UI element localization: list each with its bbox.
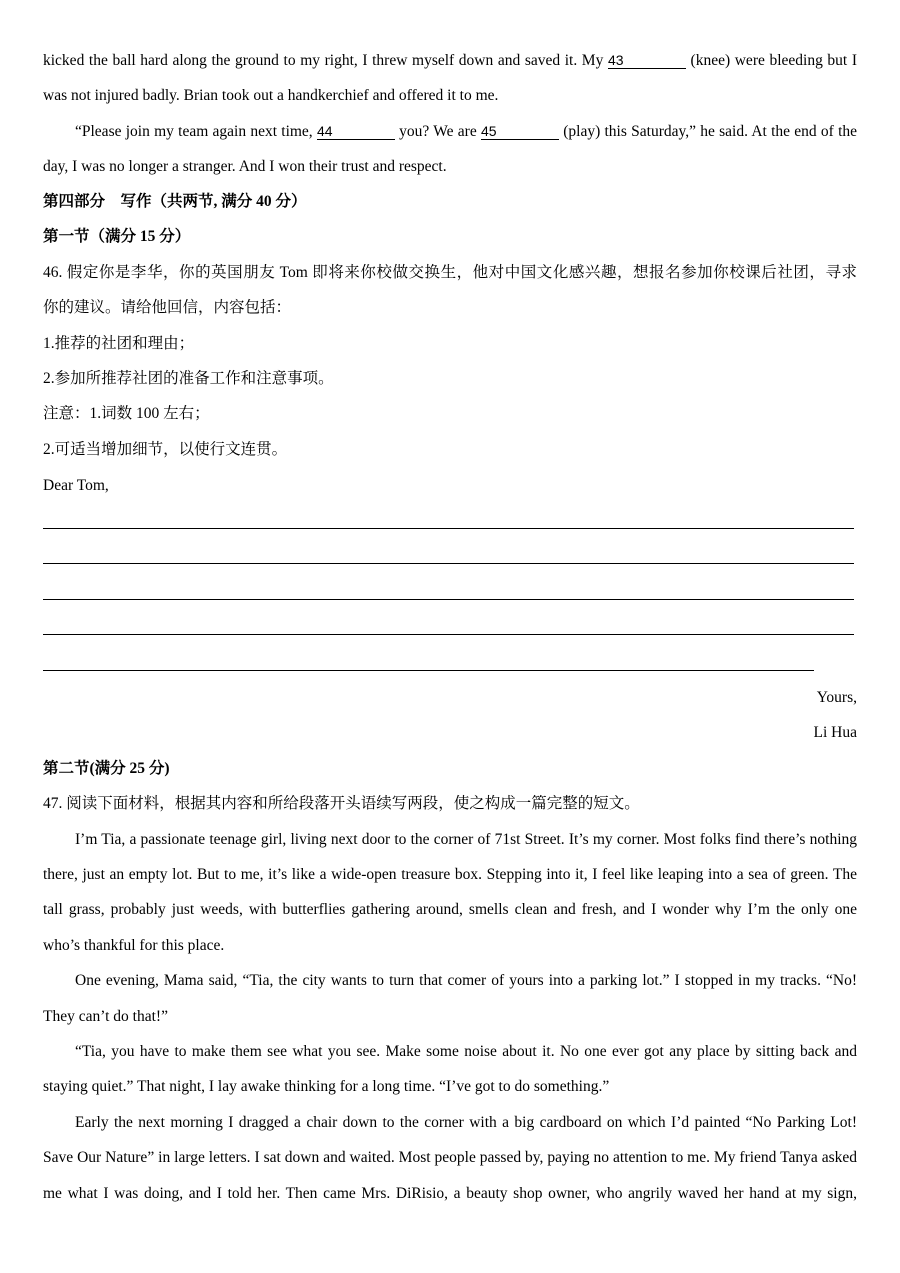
letter-closing: Yours, [816,689,857,706]
passage-line: who’s thankful for this place. [43,937,225,954]
note-item: 注意：1.词数 100 左右； [43,405,210,422]
writing-line[interactable] [43,670,814,671]
passage-line: Save Our Nature” in large letters. I sat down and waited. Most people passed by, paying no attention to me. My friend Tanya asked [43,1149,857,1166]
note-item: 2.可适当增加细节，以使行文连贯。 [43,441,288,458]
answer-blank-43: 43 [608,52,686,69]
passage-line: staying quiet.” That night, I lay awake thinking for a long time. “I’ve got to do something.” [43,1078,610,1095]
passage-line: Early the next morning I dragged a chair down to the corner with a big cardboard on which I’d painted “No Parking Lot! [75,1114,857,1131]
answer-blank-45: 45 [481,123,559,140]
passage-line: me what I was doing, and I told her. Then came Mrs. DiRisio, a beauty shop owner, who angrily waved her hand at my sign, [43,1185,857,1202]
passage-line: kicked the ball hard along the ground to my right, I threw myself down and saved it. My 43 (knee) were bleeding but I [43,52,857,69]
part-heading: 第四部分 写作（共两节, 满分 40 分） [43,193,307,210]
section-heading: 第一节（满分 15 分） [43,228,191,245]
passage-line: They can’t do that!” [43,1008,168,1025]
question-line: 46. 假定你是李华，你的英国朋友 Tom 即将来你校做交换生，他对中国文化感兴趣，想报名参加你校课后社团，寻求 [43,264,857,281]
letter-signature: Li Hua [813,724,857,741]
passage-line: “Please join my team again next time, 44 you? We are 45 (play) this Saturday,” he said. At the end of the [75,123,858,140]
requirement-item: 2.参加所推荐社团的准备工作和注意事项。 [43,370,334,387]
question-line: 你的建议。请给他回信，内容包括： [43,299,292,316]
requirement-item: 1.推荐的社团和理由； [43,335,195,352]
passage-line: I’m Tia, a passionate teenage girl, living next door to the corner of 71st Street. It’s my corner. Most folks find there’s nothing [75,831,857,848]
writing-line[interactable] [43,599,854,600]
question-line: 47. 阅读下面材料，根据其内容和所给段落开头语续写两段，使之构成一篇完整的短文。 [43,795,640,812]
passage-line: “Tia, you have to make them see what you see. Make some noise about it. No one ever got any place by sitting back and [75,1043,857,1060]
passage-line: was not injured badly. Brian took out a handkerchief and offered it to me. [43,87,499,104]
answer-blank-44: 44 [317,123,395,140]
section-heading: 第二节(满分 25 分) [43,760,170,777]
passage-line: tall grass, probably just weeds, with butterflies gathering around, smells clean and fresh, and I wonder why I’m the only one [43,901,857,918]
passage-line: there, just an empty lot. But to me, it’s like a wide-open treasure box. Stepping into it, I feel like leaping into a sea of green. The [43,866,857,883]
letter-greeting: Dear Tom, [43,477,109,494]
passage-line: One evening, Mama said, “Tia, the city wants to turn that comer of yours into a parking lot.” I stopped in my tracks. “No! [75,972,857,989]
writing-line[interactable] [43,528,854,529]
writing-line[interactable] [43,634,854,635]
passage-line: day, I was no longer a stranger. And I won their trust and respect. [43,158,447,175]
writing-line[interactable] [43,563,854,564]
